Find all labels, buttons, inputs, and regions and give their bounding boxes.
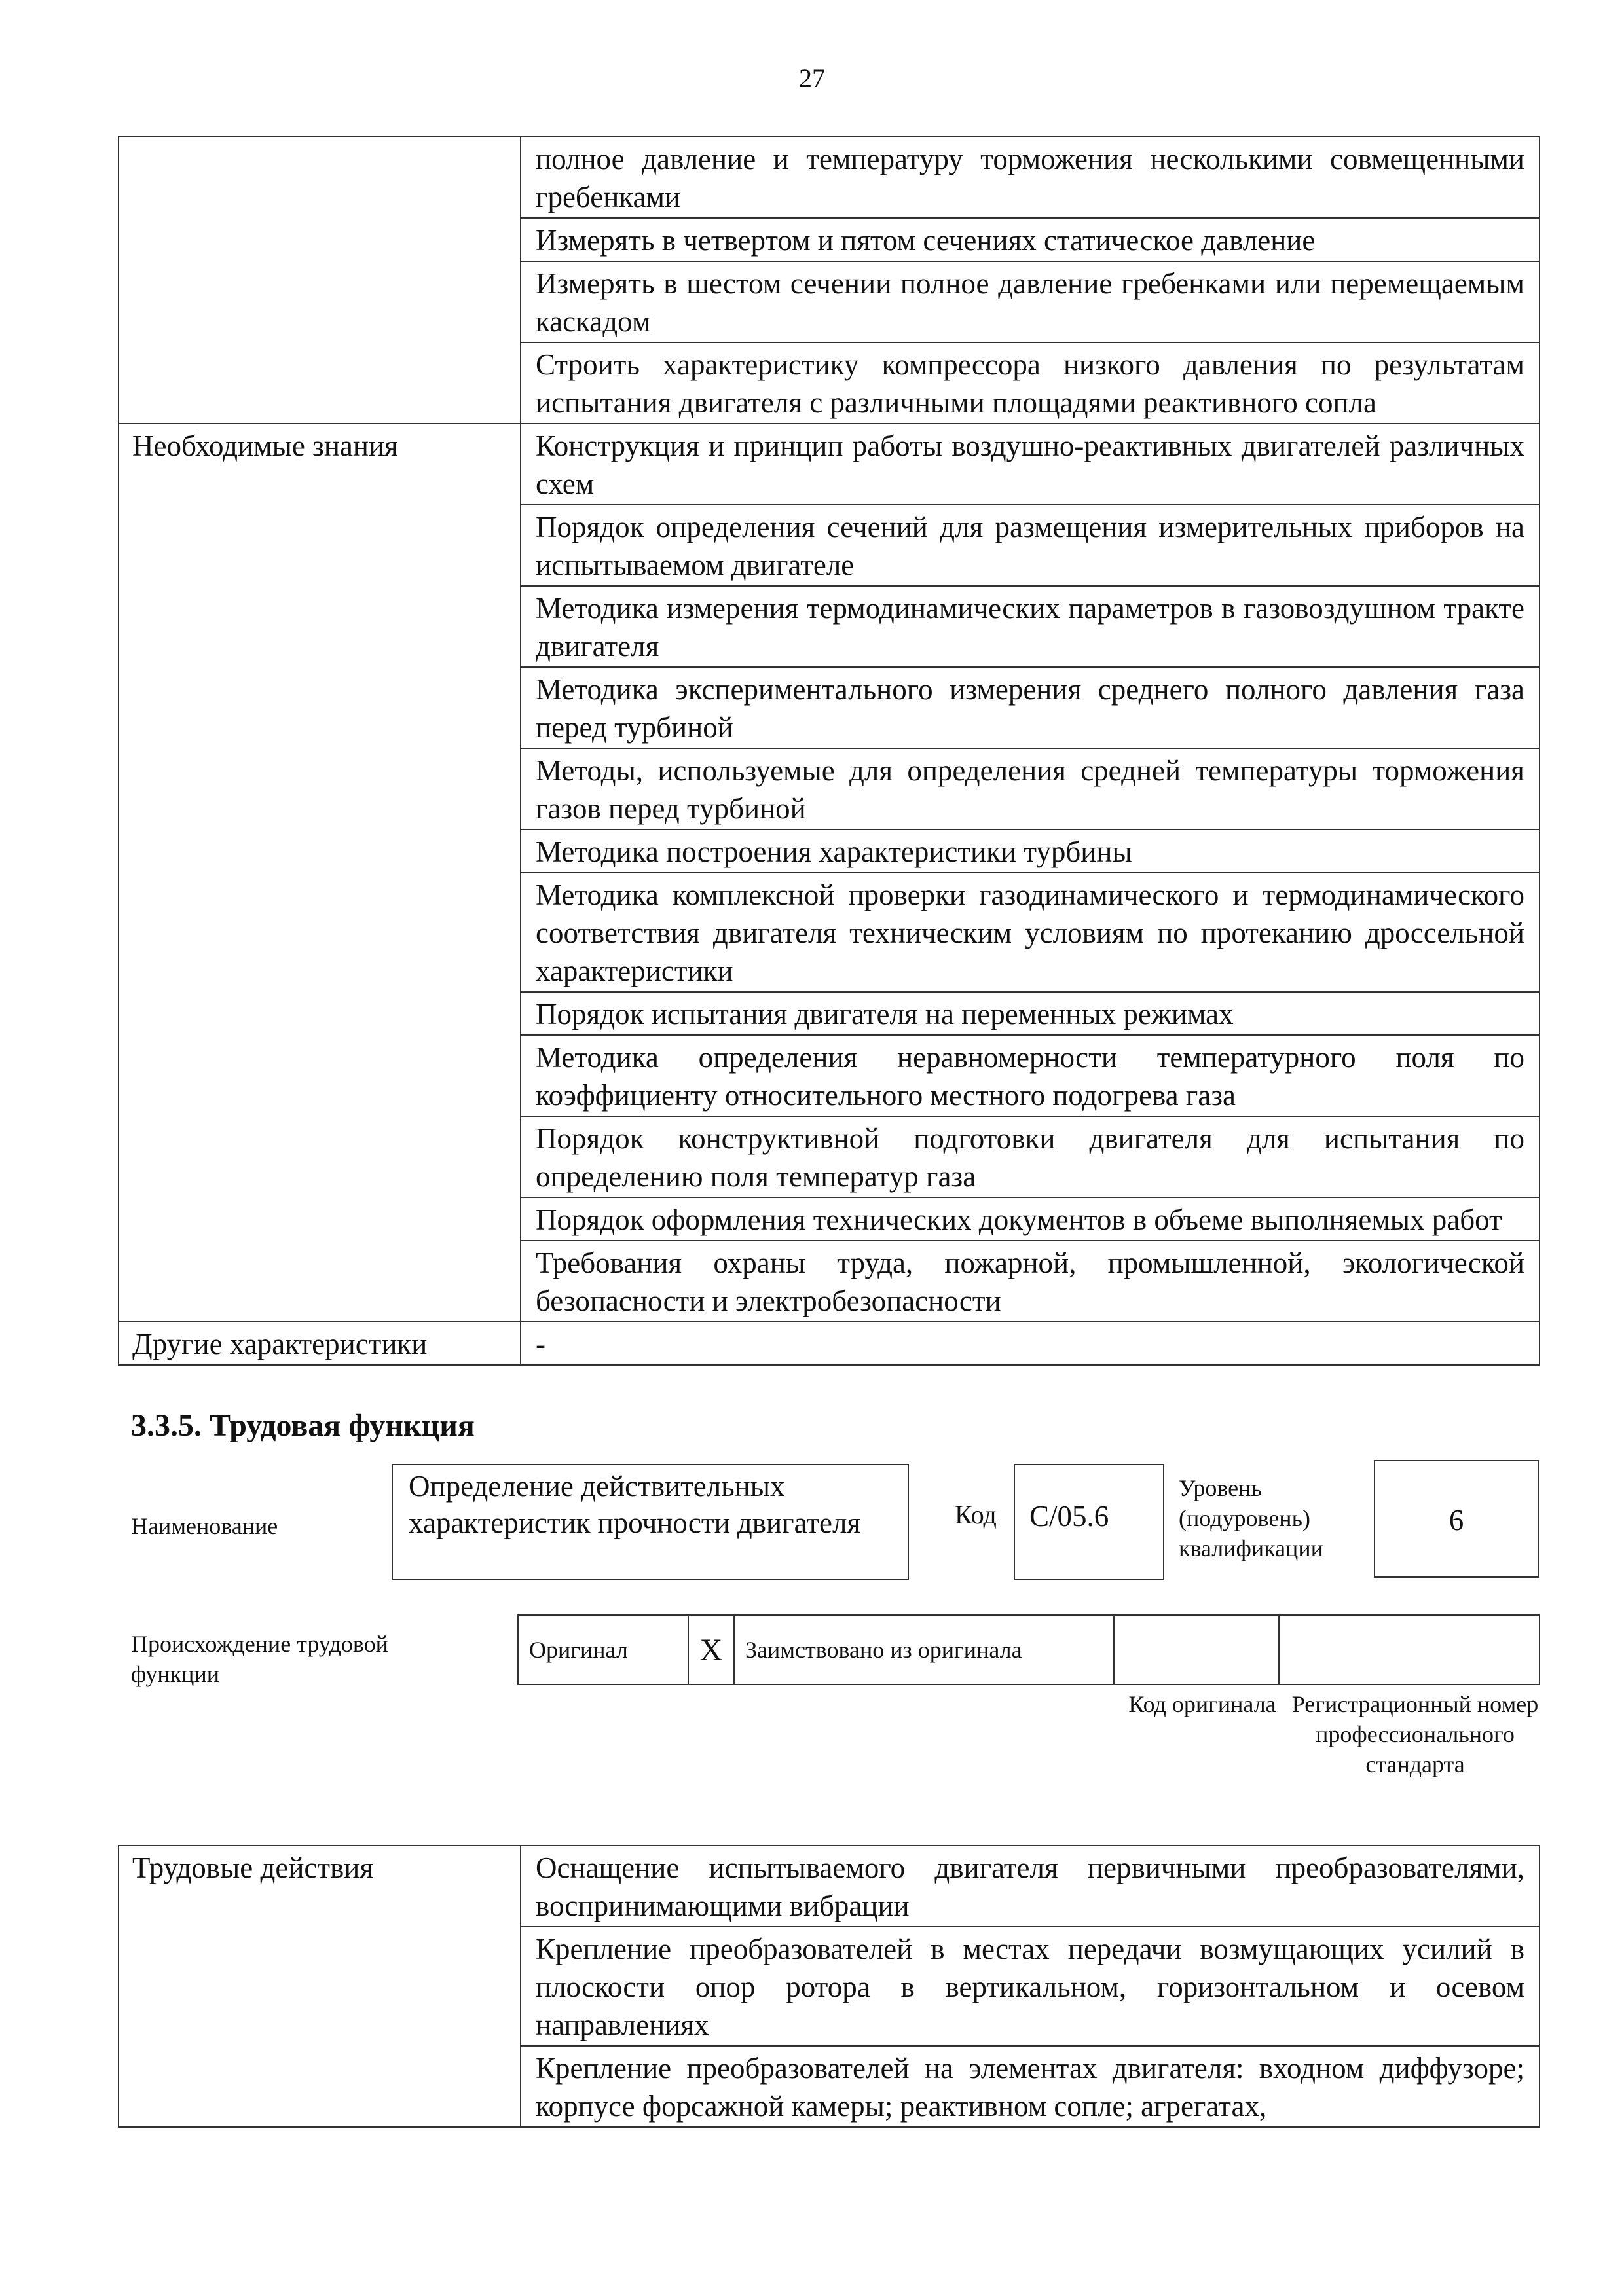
knowledge-item: Методика определения неравномерности температурного поля по коэффициенту относительного местного подогрева газа — [521, 1035, 1540, 1116]
other-value: - — [521, 1322, 1540, 1365]
name-label: Наименование — [131, 1513, 278, 1539]
actions-table — [118, 1845, 1540, 2128]
level-value-box: 6 — [1374, 1460, 1539, 1578]
original-mark: X — [688, 1615, 734, 1685]
page-number: 27 — [799, 64, 825, 93]
skill-item: Измерять в четвертом и пятом сечениях статическое давление — [521, 218, 1540, 261]
reg-number-cell — [1279, 1615, 1540, 1685]
original-code-cell — [1114, 1615, 1279, 1685]
knowledge-item: Порядок определения сечений для размещения измерительных приборов на испытываемом двигателе — [521, 505, 1540, 586]
knowledge-item: Требования охраны труда, пожарной, промышленной, экологической безопасности и электробезопасности — [521, 1241, 1540, 1322]
original-label: Оригинал — [518, 1615, 688, 1685]
skill-item: Строить характеристику компрессора низкого давления по результатам испытания двигателя с различными площадями реактивного сопла — [521, 342, 1540, 424]
knowledge-item: Порядок испытания двигателя на переменных режимах — [521, 992, 1540, 1035]
skills-label-cell — [119, 137, 521, 424]
knowledge-item: Порядок оформления технических документов в объеме выполняемых работ — [521, 1197, 1540, 1241]
knowledge-item: Методы, используемые для определения средней температуры торможения газов перед турбиной — [521, 748, 1540, 829]
knowledge-item: Методика комплексной проверки газодинамического и термодинамического соответствия двигателя техническим условиям по протеканию дроссельной характеристики — [521, 873, 1540, 992]
code-caption: Код оригинала — [1128, 1691, 1276, 1717]
knowledge-item: Методика измерения термодинамических параметров в газовоздушном тракте двигателя — [521, 586, 1540, 667]
section-heading: 3.3.5. Трудовая функция — [131, 1408, 475, 1443]
action-item: Крепление преобразователей на элементах двигателя: входном диффузоре; корпусе форсажной камеры; реактивном сопле; агрегатах, — [521, 2046, 1540, 2127]
knowledge-item: Методика построения характеристики турбины — [521, 829, 1540, 873]
actions-label: Трудовые действия — [119, 1846, 521, 2127]
skill-item: полное давление и температуру торможения несколькими совмещенными гребенками — [521, 137, 1540, 218]
borrowed-label: Заимствовано из оригинала — [734, 1615, 1114, 1685]
skill-item: Измерять в шестом сечении полное давление гребенками или перемещаемым каскадом — [521, 261, 1540, 342]
function-name-box: Определение действительных характеристик прочности двигателя — [392, 1464, 909, 1580]
competency-table — [118, 136, 1540, 1366]
origin-table — [517, 1614, 1540, 1685]
origin-label: Происхождение трудовой функции — [131, 1631, 388, 1687]
knowledge-item: Порядок конструктивной подготовки двигателя для испытания по определению поля температур газа — [521, 1116, 1540, 1197]
knowledge-label: Необходимые знания — [119, 424, 521, 1322]
code-label: Код — [955, 1500, 997, 1529]
reg-caption: Регистрационный номер профессионального стандарта — [1291, 1691, 1539, 1777]
knowledge-item: Методика экспериментального измерения среднего полного давления газа перед турбиной — [521, 667, 1540, 748]
code-value-box: С/05.6 — [1014, 1464, 1164, 1580]
knowledge-item: Конструкция и принцип работы воздушно-реактивных двигателей различных схем — [521, 424, 1540, 505]
action-item: Крепление преобразователей в местах передачи возмущающих усилий в плоскости опор ротора в вертикальном, горизонтальном и осевом направлениях — [521, 1927, 1540, 2046]
other-label: Другие характеристики — [119, 1322, 521, 1365]
level-label: Уровень (подуровень) квалификации — [1179, 1475, 1323, 1561]
action-item: Оснащение испытываемого двигателя первичными преобразователями, воспринимающими вибрации — [521, 1846, 1540, 1927]
